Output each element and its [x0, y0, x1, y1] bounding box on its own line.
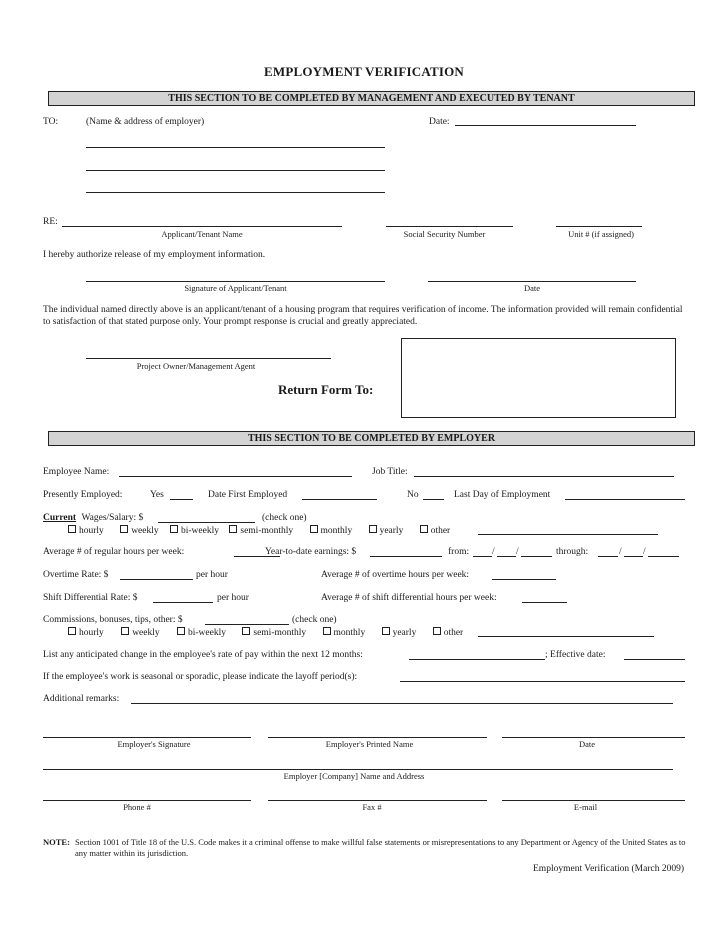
- through-slash-2: /: [643, 547, 646, 557]
- wages-other-field[interactable]: [478, 534, 658, 535]
- from-label: from:: [448, 547, 470, 557]
- comm-semimonthly-option[interactable]: semi-monthly: [242, 628, 306, 638]
- remarks-label: Additional remarks:: [43, 694, 120, 704]
- return-form-label: Return Form To:: [278, 382, 374, 397]
- through-month-field[interactable]: [598, 556, 618, 557]
- date-first-employed-field[interactable]: [302, 499, 377, 500]
- ytd-earnings-label: Year-to-date earnings: $: [265, 547, 357, 557]
- overtime-rate-label: Overtime Rate: $: [43, 570, 109, 580]
- overtime-per-hour: per hour: [196, 570, 228, 580]
- wages-label: Wages/Salary: $: [81, 513, 144, 523]
- checkbox-icon: [120, 525, 128, 533]
- last-day-field[interactable]: [565, 499, 685, 500]
- avg-overtime-field[interactable]: [492, 579, 556, 580]
- note-label: NOTE:: [43, 837, 70, 847]
- email-field[interactable]: [502, 800, 685, 801]
- wages-field[interactable]: [158, 522, 255, 523]
- employer-address-line-1[interactable]: [86, 147, 385, 148]
- employer-company-caption: Employer [Company] Name and Address: [283, 771, 425, 781]
- yes-field[interactable]: [170, 499, 193, 500]
- wages-hourly-option[interactable]: hourly: [68, 526, 104, 536]
- comm-other-field[interactable]: [478, 636, 654, 637]
- checkbox-icon: [369, 525, 377, 533]
- wages-check-one: (check one): [262, 513, 307, 523]
- yes-label: Yes: [150, 490, 164, 500]
- employer-printed-caption: Employer's Printed Name: [325, 739, 414, 749]
- date-label: Date:: [429, 117, 450, 127]
- employer-signature-caption: Employer's Signature: [117, 739, 191, 749]
- unit-field[interactable]: [556, 226, 642, 227]
- comm-other-option[interactable]: other: [433, 628, 464, 638]
- employer-hint: (Name & address of employer): [86, 117, 205, 127]
- avg-shift-field[interactable]: [522, 602, 567, 603]
- comm-yearly-option[interactable]: yearly: [382, 628, 417, 638]
- applicant-name-field[interactable]: [62, 226, 342, 227]
- seasonal-label: If the employee's work is seasonal or sporadic, please indicate the layoff period(s):: [43, 672, 358, 682]
- current-wages-row: [43, 513, 143, 523]
- last-day-label: Last Day of Employment: [454, 490, 551, 500]
- through-slash-1: /: [619, 547, 622, 557]
- checkbox-icon: [68, 627, 76, 635]
- applicant-date-field[interactable]: [428, 281, 636, 282]
- employer-date-caption: Date: [578, 739, 596, 749]
- employer-date-field[interactable]: [502, 737, 685, 738]
- presently-employed-label: Presently Employed:: [43, 490, 123, 500]
- note-text: Section 1001 of Title 18 of the U.S. Code makes it a criminal offense to make willful false statements or misrepresentations to any Department or Agency of the United States as to any matter within its jurisdiction.: [75, 837, 686, 858]
- overtime-rate-field[interactable]: [120, 579, 193, 580]
- seasonal-field[interactable]: [400, 681, 685, 682]
- no-field[interactable]: [423, 499, 444, 500]
- checkbox-icon: [242, 627, 250, 635]
- shift-per-hour: per hour: [217, 593, 249, 603]
- commissions-check-one: (check one): [292, 615, 337, 625]
- wages-frequency-row: [68, 525, 450, 536]
- date-first-employed-label: Date First Employed: [208, 490, 288, 500]
- wages-semimonthly-option[interactable]: semi-monthly: [229, 526, 293, 536]
- avg-regular-hours-label: Average # of regular hours per week:: [43, 547, 185, 557]
- through-label: through:: [556, 547, 589, 557]
- avg-shift-label: Average # of shift differential hours per week:: [321, 593, 497, 603]
- wages-monthly-option[interactable]: monthly: [310, 526, 353, 536]
- comm-hourly-option[interactable]: hourly: [68, 628, 104, 638]
- commissions-frequency-row: [68, 627, 463, 638]
- employee-name-label: Employee Name:: [43, 467, 110, 477]
- phone-field[interactable]: [43, 800, 251, 801]
- from-slash-1: /: [492, 547, 495, 557]
- section-header-employer: THIS SECTION TO BE COMPLETED BY EMPLOYER: [48, 431, 695, 446]
- from-year-field[interactable]: [521, 556, 552, 557]
- re-label: RE:: [43, 217, 58, 227]
- job-title-label: Job Title:: [372, 467, 408, 477]
- wages-yearly-option[interactable]: yearly: [369, 526, 404, 536]
- applicant-name-caption: Applicant/Tenant Name: [161, 229, 243, 239]
- wages-biweekly-option[interactable]: bi-weekly: [170, 526, 219, 536]
- job-title-field[interactable]: [414, 476, 674, 477]
- checkbox-icon: [229, 525, 237, 533]
- employer-signature-field[interactable]: [43, 737, 251, 738]
- current-label: Current: [43, 513, 77, 523]
- applicant-signature-field[interactable]: [86, 281, 385, 282]
- ssn-caption: Social Security Number: [403, 229, 486, 239]
- from-day-field[interactable]: [497, 556, 516, 557]
- checkbox-icon: [177, 627, 185, 635]
- checkbox-icon: [323, 627, 331, 635]
- page-title: EMPLOYMENT VERIFICATION: [264, 64, 464, 79]
- wages-other-option[interactable]: other: [420, 526, 451, 536]
- owner-agent-caption: Project Owner/Management Agent: [136, 361, 256, 371]
- phone-caption: Phone #: [123, 802, 151, 812]
- employer-company-field[interactable]: [43, 769, 673, 770]
- commissions-field[interactable]: [205, 624, 289, 625]
- legal-note: [43, 837, 693, 859]
- shift-rate-label: Shift Differential Rate: $: [43, 593, 138, 603]
- checkbox-icon: [170, 525, 178, 533]
- fax-field[interactable]: [268, 800, 487, 801]
- section-header-management: THIS SECTION TO BE COMPLETED BY MANAGEMENT AND EXECUTED BY TENANT: [48, 91, 695, 106]
- comm-weekly-option[interactable]: weekly: [121, 628, 159, 638]
- through-day-field[interactable]: [624, 556, 643, 557]
- from-month-field[interactable]: [473, 556, 492, 557]
- wages-weekly-option[interactable]: weekly: [120, 526, 158, 536]
- comm-biweekly-option[interactable]: bi-weekly: [177, 628, 226, 638]
- remarks-field[interactable]: [131, 703, 673, 704]
- signature-applicant-caption: Signature of Applicant/Tenant: [184, 283, 287, 293]
- anticipated-change-label: List any anticipated change in the employee's rate of pay within the next 12 months:: [43, 650, 363, 660]
- applicant-date-caption: Date: [523, 283, 541, 293]
- checkbox-icon: [420, 525, 428, 533]
- checkbox-icon: [382, 627, 390, 635]
- no-label: No: [407, 490, 419, 500]
- checkbox-icon: [68, 525, 76, 533]
- employer-printed-field[interactable]: [268, 737, 487, 738]
- to-label: TO:: [43, 117, 59, 127]
- date-field[interactable]: [455, 125, 636, 126]
- effective-date-field[interactable]: [624, 659, 685, 660]
- employer-address-line-2[interactable]: [86, 170, 385, 171]
- from-slash-2: /: [516, 547, 519, 557]
- form-footer: Employment Verification (March 2009): [533, 864, 684, 874]
- checkbox-icon: [310, 525, 318, 533]
- info-paragraph: The individual named directly above is an applicant/tenant of a housing program that requires verification of income. The information provided will remain confidential to satisfaction of that stated purpose only. Your prompt response is crucial and greatly appreciated.: [43, 305, 683, 327]
- checkbox-icon: [121, 627, 129, 635]
- through-year-field[interactable]: [648, 556, 679, 557]
- authorize-text: I hereby authorize release of my employment information.: [43, 250, 266, 260]
- employer-address-line-3[interactable]: [86, 192, 385, 193]
- checkbox-icon: [433, 627, 441, 635]
- owner-agent-field[interactable]: [86, 358, 331, 359]
- unit-caption: Unit # (if assigned): [568, 229, 634, 239]
- anticipated-change-field[interactable]: [409, 659, 545, 660]
- shift-rate-field[interactable]: [153, 602, 213, 603]
- employee-name-field[interactable]: [119, 476, 352, 477]
- avg-overtime-label: Average # of overtime hours per week:: [321, 570, 470, 580]
- email-caption: E-mail: [573, 802, 598, 812]
- return-address-box[interactable]: [401, 338, 676, 418]
- ssn-field[interactable]: [386, 226, 513, 227]
- comm-monthly-option[interactable]: monthly: [323, 628, 366, 638]
- commissions-label: Commissions, bonuses, tips, other: $: [43, 615, 183, 625]
- ytd-earnings-field[interactable]: [370, 556, 442, 557]
- fax-caption: Fax #: [362, 802, 382, 812]
- effective-date-label: ; Effective date:: [545, 650, 606, 660]
